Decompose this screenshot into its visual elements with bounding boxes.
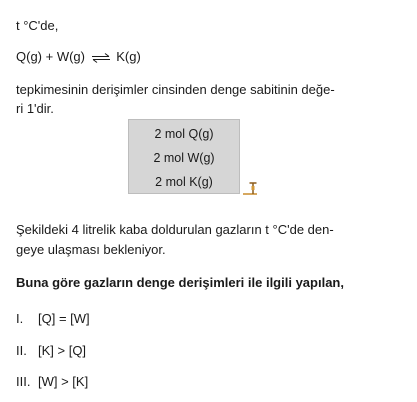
gas-container	[128, 119, 240, 194]
statement-3-text: [W] > [K]	[38, 374, 89, 389]
question-stem: Buna göre gazların denge derişimleri ile ilgili yapılan,	[16, 275, 344, 290]
valve-icon	[243, 180, 259, 196]
gas-q-amount: 2 mol Q(g)	[154, 127, 214, 141]
equilibrium-arrow-icon	[91, 53, 111, 63]
statement-3	[16, 374, 88, 390]
kc-statement-line-2: ri 1'dir.	[16, 101, 54, 116]
statement-2-text: [K] > [Q]	[38, 343, 87, 358]
statement-1-text: [Q] = [W]	[38, 311, 90, 326]
statement-2-number: II.	[16, 343, 27, 358]
statement-1-number: I.	[16, 311, 24, 326]
statement-3-number: III.	[16, 374, 31, 389]
intro-line: t °C'de,	[16, 18, 59, 33]
statement-1	[16, 311, 90, 327]
setup-line-1: Şekildeki 4 litrelik kaba doldurulan gazların t °C'de den-	[16, 222, 334, 237]
reaction-product: K(g)	[116, 49, 141, 64]
reaction-equation	[16, 49, 141, 65]
gas-w-amount: 2 mol W(g)	[153, 151, 215, 165]
reaction-reactants: Q(g) + W(g)	[16, 49, 85, 64]
kc-statement-line-1: tepkimesinin derişimler cinsinden denge sabitinin değe-	[16, 82, 335, 97]
gas-k-amount: 2 mol K(g)	[155, 175, 213, 189]
statement-2	[16, 343, 86, 359]
setup-line-2: geye ulaşması bekleniyor.	[16, 242, 166, 257]
